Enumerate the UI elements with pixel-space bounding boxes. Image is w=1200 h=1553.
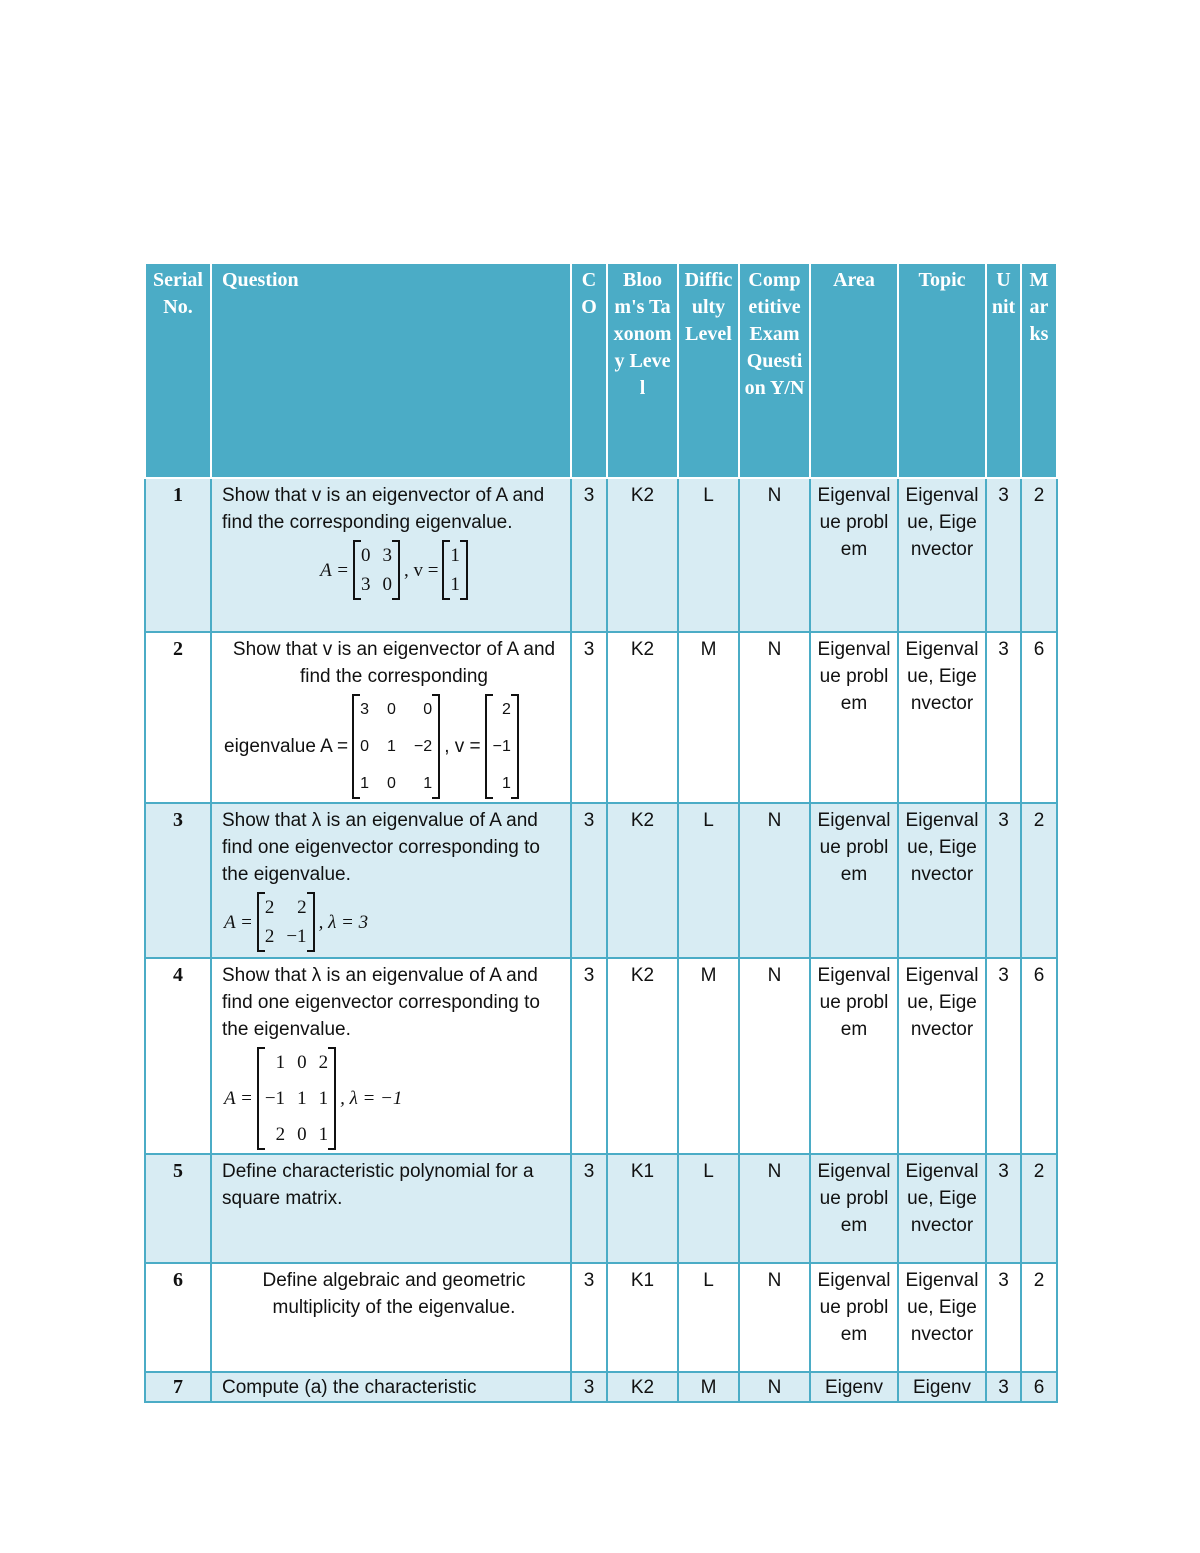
bloom-cell: K1 [607,1154,678,1263]
area-cell: Eigenvalue problem [810,1263,898,1372]
bloom-cell: K2 [607,632,678,803]
co-cell: 3 [571,478,607,632]
vector-entry: 1 [450,574,460,595]
serial-cell: 6 [145,1263,211,1372]
difficulty-cell: L [678,1154,739,1263]
vector-entry: 2 [501,701,511,718]
topic-cell: Eigenvalue, Eigenvector [898,958,986,1154]
question-cell [211,478,571,632]
unit-cell: 3 [986,958,1021,1154]
question-cell [211,958,571,1154]
bloom-cell: K2 [607,958,678,1154]
co-cell: 3 [571,1263,607,1372]
header-area: Area [810,263,898,478]
bloom-cell: K2 [607,803,678,958]
header-competitive: Competitive Exam Question Y/N [739,263,810,478]
area-cell: Eigenvalue problem [810,478,898,632]
matrix-entry: 2 [264,926,275,947]
area-cell: Eigenvalue problem [810,1154,898,1263]
question-math [222,892,566,952]
vector-v [442,540,468,600]
unit-cell: 3 [986,803,1021,958]
competitive-cell: N [739,1263,810,1372]
matrix-entry: 3 [360,701,370,718]
area-cell: Eigenvalue problem [810,958,898,1154]
matrix-entry: −1 [286,926,307,947]
matrix-a [353,540,400,600]
bloom-cell: K1 [607,1263,678,1372]
header-co: CO [571,263,607,478]
vector-v [485,694,519,799]
vector-entry: −1 [492,738,511,755]
topic-cell: Eigenvalue, Eigenvector [898,1154,986,1263]
marks-cell: 6 [1021,1372,1057,1402]
vector-entry: 1 [450,545,460,566]
math-sep: , v = [444,736,481,757]
competitive-cell: N [739,958,810,1154]
unit-cell: 3 [986,478,1021,632]
matrix-entry: 2 [318,1052,329,1073]
question-bank-table [144,262,1058,1403]
matrix-entry: 0 [360,545,371,566]
marks-cell: 6 [1021,958,1057,1154]
question-cell: Define algebraic and geometric multiplicity of the eigenvalue. [211,1263,571,1372]
table-row [145,958,1057,1154]
serial-cell: 4 [145,958,211,1154]
competitive-cell: N [739,632,810,803]
header-bloom: Bloom's Taxonomy Level [607,263,678,478]
matrix-entry: 1 [387,738,396,755]
question-text: Show that v is an eigenvector of A and find the corresponding eigenvalue. [222,485,545,533]
topic-cell: Eigenvalue, Eigenvector [898,632,986,803]
matrix-a [257,1047,336,1150]
serial-cell: 5 [145,1154,211,1263]
marks-cell: 2 [1021,1263,1057,1372]
table-row [145,1263,1057,1372]
matrix-entry: 2 [297,897,307,918]
marks-cell: 6 [1021,632,1057,803]
competitive-cell: N [739,478,810,632]
math-sep: , λ = 3 [318,911,369,933]
table-row [145,478,1057,632]
matrix-entry: 0 [297,1052,307,1073]
matrix-entry: −1 [264,1088,286,1109]
matrix-entry: 3 [360,574,371,595]
header-topic: Topic [898,263,986,478]
difficulty-cell: L [678,803,739,958]
matrix-entry: 1 [318,1088,329,1109]
co-cell: 3 [571,803,607,958]
table-row [145,1372,1057,1402]
matrix-a [352,694,440,799]
difficulty-cell: L [678,1263,739,1372]
matrix-entry: 1 [275,1052,286,1073]
co-cell: 3 [571,958,607,1154]
area-cell: Eigenvalue problem [810,632,898,803]
marks-cell: 2 [1021,478,1057,632]
unit-cell: 3 [986,1154,1021,1263]
question-cell: Define characteristic polynomial for a square matrix. [211,1154,571,1263]
difficulty-cell: M [678,632,739,803]
question-math [222,540,566,600]
marks-cell: 2 [1021,1154,1057,1263]
matrix-entry: 1 [423,775,433,792]
topic-cell: Eigenvalue, Eigenvector [898,478,986,632]
matrix-entry: 0 [382,574,392,595]
table-row [145,803,1057,958]
matrix-entry: −2 [413,738,433,755]
matrix-entry: 1 [360,775,370,792]
competitive-cell: N [739,803,810,958]
math-sep: , v = [403,559,439,581]
math-lhs: A = [224,1088,253,1109]
topic-cell: Eigenvalue, Eigenvector [898,803,986,958]
header-row [145,263,1057,478]
matrix-entry: 0 [360,738,370,755]
serial-cell: 7 [145,1372,211,1402]
question-cell [211,632,571,803]
co-cell: 3 [571,1154,607,1263]
matrix-entry: 1 [318,1124,329,1145]
math-lhs: A = [320,559,349,581]
bloom-cell: K2 [607,1372,678,1402]
matrix-entry: 0 [387,775,396,792]
unit-cell: 3 [986,632,1021,803]
area-cell: Eigenvalue problem [810,803,898,958]
header-difficulty: Difficulty Level [678,263,739,478]
marks-cell: 2 [1021,803,1057,958]
question-math [222,694,566,799]
difficulty-cell: L [678,478,739,632]
header-serial: Serial No. [145,263,211,478]
table-row [145,1154,1057,1263]
header-marks: Marks [1021,263,1057,478]
competitive-cell: N [739,1372,810,1402]
math-lhs: A = [224,911,253,933]
serial-cell: 1 [145,478,211,632]
competitive-cell: N [739,1154,810,1263]
topic-cell: Eigenv [898,1372,986,1402]
vector-entry: 1 [501,775,511,792]
question-text: Show that v is an eigenvector of A and find the corresponding [232,639,556,687]
header-question: Question [211,263,571,478]
question-cell [211,803,571,958]
matrix-entry: 0 [297,1124,307,1145]
matrix-a [257,892,315,952]
topic-cell: Eigenvalue, Eigenvector [898,1263,986,1372]
difficulty-cell: M [678,958,739,1154]
matrix-entry: 0 [423,701,433,718]
matrix-entry: 2 [264,897,275,918]
matrix-entry: 2 [275,1124,286,1145]
question-text: Show that λ is an eigenvalue of A and find one eigenvector corresponding to the eigenvalue. [222,965,540,1040]
area-cell: Eigenv [810,1372,898,1402]
bloom-cell: K2 [607,478,678,632]
question-math [222,1047,566,1150]
co-cell: 3 [571,632,607,803]
math-sep: , λ = −1 [340,1088,403,1109]
table-row [145,632,1057,803]
co-cell: 3 [571,1372,607,1402]
difficulty-cell: M [678,1372,739,1402]
math-lhs: eigenvalue A = [224,736,349,757]
matrix-entry: 0 [387,701,396,718]
header-unit: Unit [986,263,1021,478]
question-text: Show that λ is an eigenvalue of A and find one eigenvector corresponding to the eigenvalue. [222,810,540,885]
unit-cell: 3 [986,1263,1021,1372]
matrix-entry: 3 [382,545,392,566]
serial-cell: 2 [145,632,211,803]
question-cell: Compute (a) the characteristic [211,1372,571,1402]
serial-cell: 3 [145,803,211,958]
unit-cell: 3 [986,1372,1021,1402]
matrix-entry: 1 [297,1088,307,1109]
